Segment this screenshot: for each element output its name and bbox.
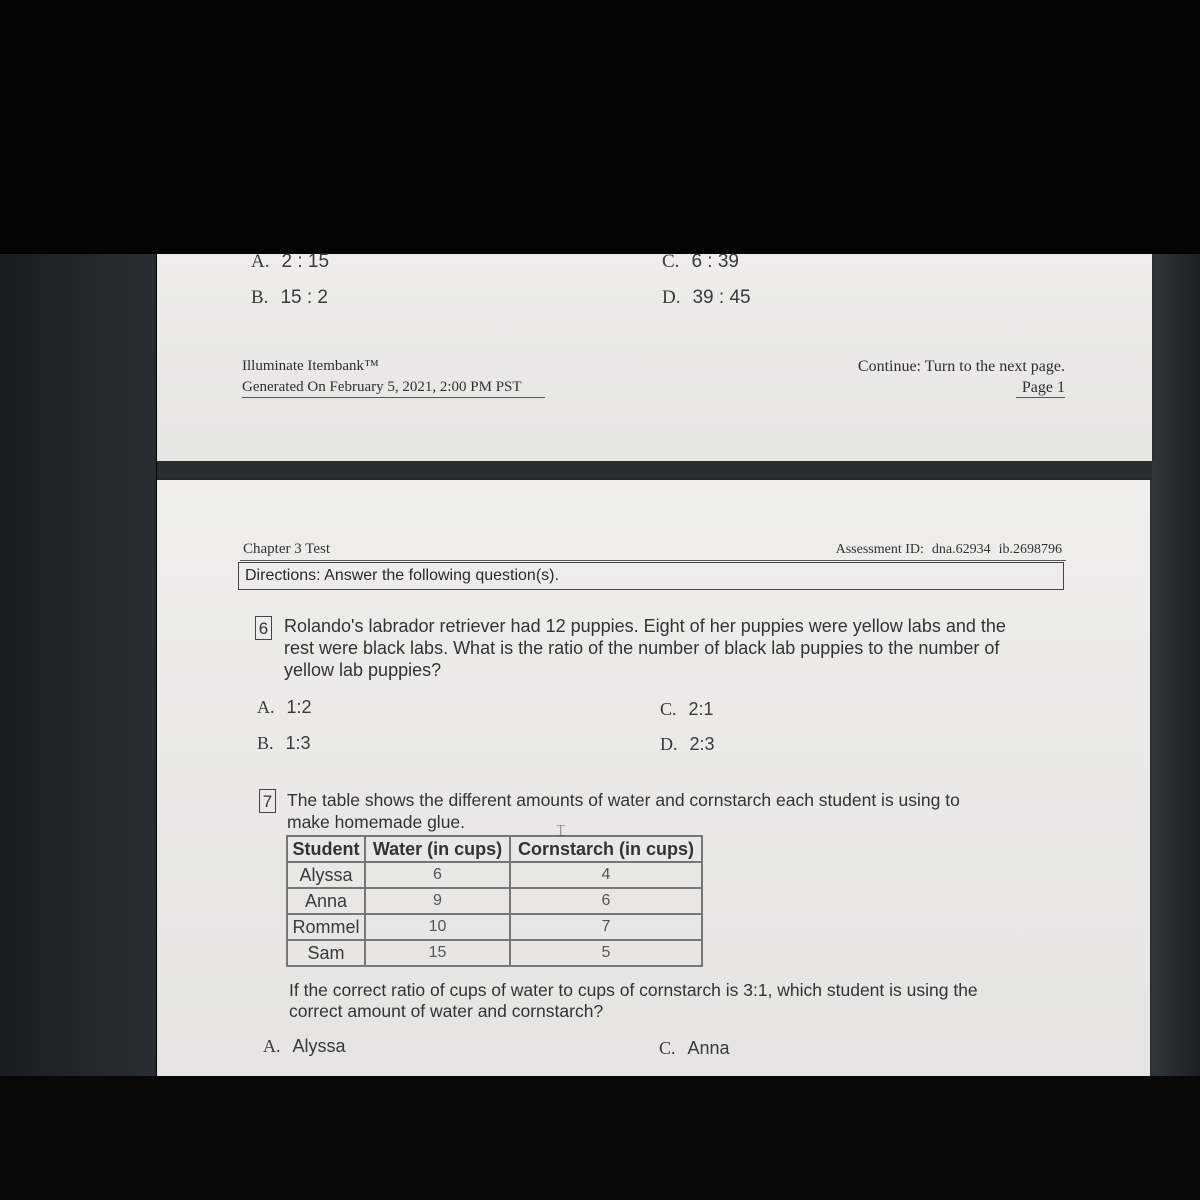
choice-text: Alyssa [292,1036,346,1056]
question-line: Rolando's labrador retriever had 12 puppies. Eight of her puppies were yellow labs and the [284,616,1006,636]
choice-text: 15 : 2 [280,287,328,308]
choice-text: 2:3 [689,734,715,754]
choice-letter: A. [257,697,275,717]
choice-text: Anna [687,1038,730,1058]
choice-letter: D. [662,287,681,308]
choice-text: 1:2 [286,697,312,717]
question-6-text [284,615,1006,681]
choice-a[interactable] [251,251,329,273]
question-line: rest were black labs. What is the ratio of the number of black lab puppies to the number of [284,638,1000,658]
table-cell: 5 [510,940,702,966]
choice-text: 2 : 15 [281,251,330,272]
table-row [287,862,702,888]
choice-text: 2:1 [688,699,714,719]
dna-id: dna.62934 [931,542,991,557]
question-line: yellow lab puppies? [284,660,442,680]
assessment-label: Assessment ID: [835,542,924,557]
table-cell: 4 [510,862,702,888]
choice-letter: B. [257,733,274,753]
directions-box: Directions: Answer the following question(s). [238,562,1064,590]
table-cell: Rommel [287,914,365,940]
choice-b[interactable] [251,287,328,309]
monitor-bezel-left [0,254,156,1084]
table-cell: Sam [287,940,365,966]
page-gap [157,461,1152,480]
choice-letter: C. [662,251,680,272]
table-cell: 6 [510,888,702,914]
column-header: Student [287,836,365,862]
choice-letter: C. [659,1038,676,1058]
footer-rule-left [242,397,545,398]
text-cursor-icon: ⌶ [556,823,566,840]
choice-text: 39 : 45 [692,287,751,308]
table-cell: 9 [365,888,510,914]
q6-choice-c[interactable] [660,699,714,720]
table-cell: Alyssa [287,862,365,888]
choice-text: 6 : 39 [691,251,739,272]
question-7-number: 7 [259,789,276,813]
q7-choice-a[interactable] [263,1036,346,1057]
table-cell: 7 [510,914,702,940]
question-7-intro [287,789,960,833]
header-rule [240,560,1066,561]
table-cell: 6 [365,862,510,888]
choice-letter: C. [660,699,677,719]
generated-date: Generated On February 5, 2021, 2:00 PM PST [242,379,522,395]
page-number: Page 1 [1021,379,1065,396]
choice-letter: B. [251,287,269,308]
q7-choice-c[interactable] [659,1038,730,1059]
table-header-row [287,836,702,862]
table-cell: 10 [365,914,510,940]
monitor-bezel-right [1150,254,1200,1084]
q6-choice-a[interactable] [257,697,312,718]
table-row [287,940,702,966]
question-line: The table shows the different amounts of water and cornstarch each student is using to [287,790,960,810]
table-row [287,914,702,940]
question-line: make homemade glue. [287,812,466,832]
q6-choice-d[interactable] [660,734,715,755]
q6-choice-b[interactable] [257,733,311,754]
choice-letter: A. [251,251,270,272]
question-7-prompt [289,980,978,1022]
monitor-bezel-bottom [0,1076,1200,1200]
chapter-title: Chapter 3 Test [243,541,330,557]
column-header: Water (in cups) [365,836,510,862]
page-footer-left [242,356,522,398]
table-cell: 15 [365,940,510,966]
question-line: correct amount of water and cornstarch? [289,1001,604,1021]
ib-id: ib.2698796 [998,542,1062,557]
brand-label: Illuminate Itembank™ [242,358,379,374]
choice-letter: D. [660,734,678,754]
page-footer-right [780,356,1065,398]
glue-table [286,835,703,967]
table-row [287,888,702,914]
question-6-number: 6 [255,616,272,640]
question-line: If the correct ratio of cups of water to cups of cornstarch is 3:1, which student is using the [289,980,978,1000]
choice-letter: A. [263,1036,281,1056]
choice-d[interactable] [662,287,751,309]
continue-note: Continue: Turn to the next page. [857,358,1065,375]
column-header: Cornstarch (in cups) [510,836,702,862]
choice-text: 1:3 [285,733,311,753]
assessment-id [760,542,1062,558]
footer-rule-right [1016,397,1065,398]
choice-c[interactable] [662,251,739,273]
monitor-bezel-top [0,0,1200,254]
table-cell: Anna [287,888,365,914]
